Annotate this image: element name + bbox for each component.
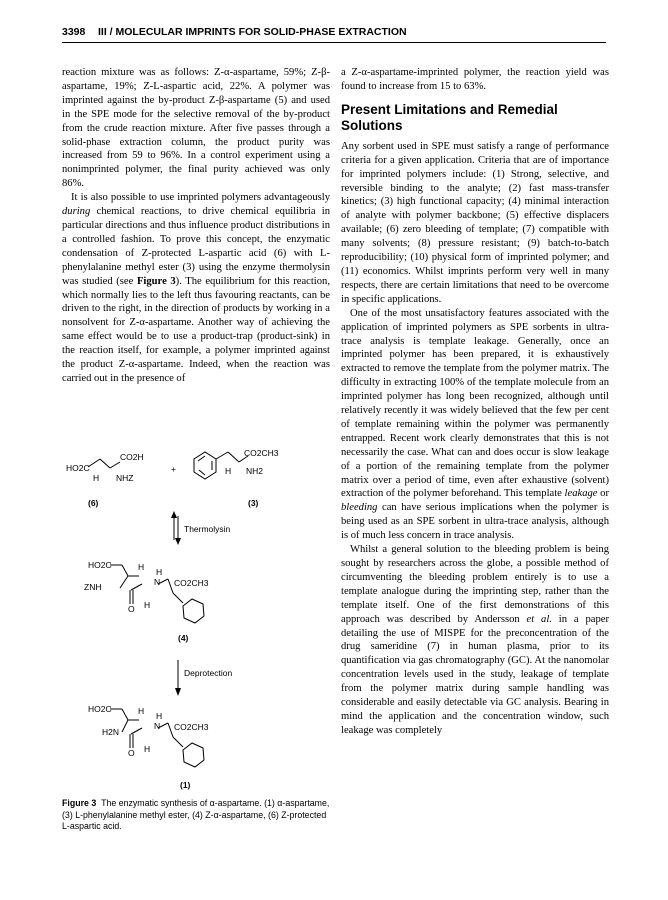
plus-sign: + xyxy=(171,464,176,474)
label-n-1: N xyxy=(154,721,161,731)
label-h2n-1: H2N xyxy=(102,727,120,737)
label-co2ch3-3: CO2CH3 xyxy=(244,448,279,458)
deprotection-label: Deprotection xyxy=(184,668,233,678)
right-column xyxy=(341,66,609,738)
label-h-1b: H xyxy=(156,711,163,721)
left-column xyxy=(62,66,330,386)
running-title: III / MOLECULAR IMPRINTS FOR SOLID-PHASE EXTRACTION xyxy=(98,26,407,38)
running-header xyxy=(62,20,606,43)
label-o-4: O xyxy=(128,604,135,614)
label-znh-4: ZNH xyxy=(84,582,102,592)
label-ho2c-4: HO2C xyxy=(88,560,112,570)
right-paragraph-1: a Z-α-aspartame-imprinted polymer, the reaction yield was found to increase from 15 to 63%. xyxy=(341,67,609,92)
label-h-4c: H xyxy=(144,600,151,610)
label-co2ch3-1: CO2CH3 xyxy=(174,722,209,732)
label-h-1c: H xyxy=(144,744,151,754)
label-ho2c-1: HO2C xyxy=(88,704,112,714)
label-n-4: N xyxy=(154,577,161,587)
label-ho2c-6: HO2C xyxy=(66,463,90,473)
section-heading: Present Limitations and Remedial Solutions xyxy=(341,101,558,133)
compound-1-label: (1) xyxy=(180,780,191,790)
thermolysin-label: Thermolysin xyxy=(184,524,231,534)
label-co2ch3-4: CO2CH3 xyxy=(174,578,209,588)
right-paragraph-2: Any sorbent used in SPE must satisfy a range of performance criteria for a given application. Criteria that are of importance for imprinted polymers include: (1) Strong, selective, and reversible binding to the analyte; (2) fast mass-transfer kinetics; (3) high functional capacity; (4) minimal interaction of analyte with polymer backbone; (5) effective displacers available; (6) zero bleeding of template; (7) compatible with many solvents; (8) pressure resistant; (9) batch-to-batch reproducibility; (10) physical form of imprinted polymer; and (11) economics. Whilst imprints perform very well in many respects, there are certain limitations that need to be overcome in specific applications. xyxy=(341,140,609,305)
label-co2h-6: CO2H xyxy=(120,452,144,462)
figure-reference[interactable]: Figure 3 xyxy=(136,275,176,287)
compound-6-label: (6) xyxy=(88,498,99,508)
reaction-scheme xyxy=(62,448,330,798)
caption-text: The enzymatic synthesis of α-aspartame. (1) α-aspartame, (3) L-phenylalanine methyl ester, (4) Z-α-aspartame, (6) Z-protected L-aspartic acid. xyxy=(62,798,330,832)
scheme-svg xyxy=(62,448,330,798)
figure-caption xyxy=(62,798,330,833)
label-h-1a: H xyxy=(138,706,145,716)
label-h-4b: H xyxy=(156,567,163,577)
label-nhz-6: NHZ xyxy=(116,473,134,483)
label-h-3: H xyxy=(225,466,232,476)
left-paragraph-1: reaction mixture was as follows: Z-α-aspartame, 59%; Z-β-aspartame, 19%; Z-L-aspartic acid, 22%. A polymer was imprinted against the by-product Z-β-aspartame (5) and used in the SPE mode for the selective removal of the by-product from the crude reaction mixture. After five passes through a solid-phase extraction column, the product purity was increased from 59 to 96%. In a control experiment using a nonimprinted polymer, the final purity achieved was only 86%. xyxy=(62,67,330,190)
caption-label: Figure 3 xyxy=(62,798,97,808)
label-nh2-3: NH2 xyxy=(246,466,264,476)
label-h-6: H xyxy=(93,473,100,483)
label-o-1: O xyxy=(128,748,135,758)
right-paragraph-4: Whilst a general solution to the bleeding problem is being sought by researchers across the globe, a possible method of circumventing the bleeding problem entirely is to use a template analogue during the imprinting step, rather than the template itself. One of the first demonstrations of this approach was described by Andersson et al. in a paper detailing the use of MISPE for the preconcentration of the drug sameridine (7) in human plasma, prior to its quantification via gas chromatography (GC). At the nanomolar concentration levels used in the study, leakage of template from the polymer matrix during sample handling was considerable and easily detectable via GC analysis. Bearing in mind the application and the concentration window, such leakage was completely xyxy=(341,544,609,736)
page-number: 3398 xyxy=(62,26,86,38)
right-paragraph-3: One of the most unsatisfactory features associated with the application of imprinted polymers as SPE sorbents in ultra-trace analysis is template leakage. Generally, once an imprinted polymer has been prepared, it is exhaustively extracted to remove the template from the polymer matrix. The difficulty in extracting 100% of the template molecule from an imprinted polymer has long been recognized, although until relatively recently it was widely believed that the few per cent of template remaining within the polymer was permanently entrapped. Recent work clearly demonstrates that this is not necessarily the case. What can and does occur is slow leakage of a portion of the remaining template from the polymer matrix over a period of time, even after exhaustive (solvent) extraction of the polymer beforehand. This template leakage or bleeding can have serious implications when the polymer is being used as an SPE sorbent in ultra-trace analysis, although is of much less concern in trace analysis. xyxy=(341,307,609,542)
label-h-4a: H xyxy=(138,562,145,572)
compound-4-label: (4) xyxy=(178,633,189,643)
compound-3-label: (3) xyxy=(248,498,259,508)
left-paragraph-2: It is also possible to use imprinted polymers advantageously during chemical reactions, to drive chemical equilibria in particular directions and thus influence product distributions in a controlled fashion. To prove this concept, the enzymatic condensation of Z-protected L-aspartic acid (6) with L-phenylalanine methyl ester (3) using the enzyme thermolysin was studied (see Figure 3). The equilibrium for this reaction, which normally lies to the left thus favouring reactants, can be driven to the right, in the direction of products by working in a nonsolvent for Z-α-aspartame. Another way of achieving the same effect would be to use a product-trap (product-sink) in the reaction itself, for example, a polymer imprinted against the product Z-α-aspartame. Indeed, when the reaction was carried out in the presence of xyxy=(62,192,330,384)
